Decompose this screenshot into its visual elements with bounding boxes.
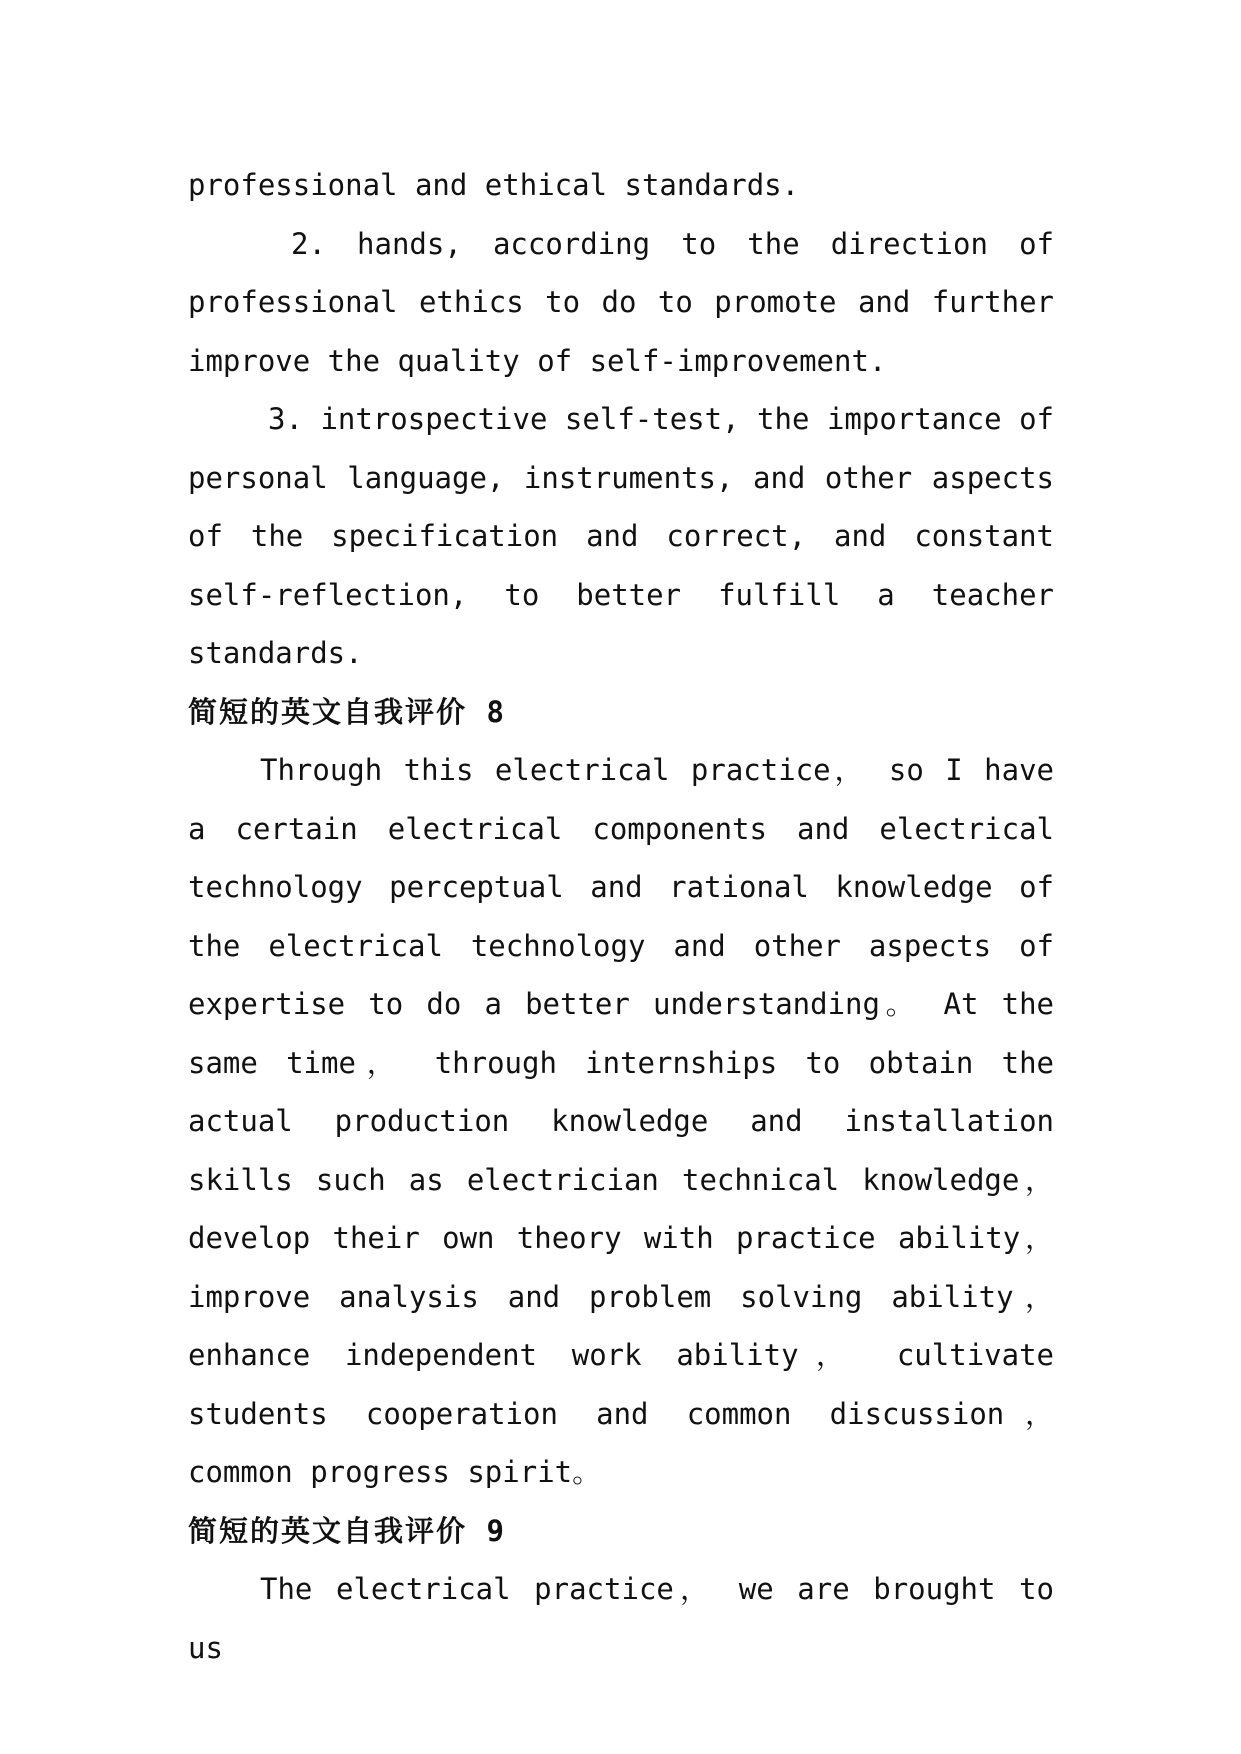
- paragraph-standards-ending: professional and ethical standards.: [188, 168, 800, 202]
- paragraph-electrical-practice: Through this electrical practice， so I have a certain electrical components and electrical technology perceptual and rational knowledge of the electrical technology and other aspects of expertise to do a better understanding。 At the same time， through internships to obtain the actual production knowledge and installation skills such as electrician technical knowledge， develop their own theory with practice ability， improve analysis and problem solving ability， enhance independent work ability， cultivate students cooperation and common discussion， common progress spirit。: [188, 753, 1054, 1489]
- paragraph-item-2: 2. hands, according to the direction of professional ethics to do to promote and further improve the quality of self-improvement.: [188, 226, 1054, 378]
- section-heading-9: 简短的英文自我评价 9: [188, 1513, 506, 1548]
- paragraph-electrical-practice-2: The electrical practice， we are brought to us: [188, 1572, 1054, 1665]
- paragraph-item-3: 3. introspective self-test, the importance of personal language, instruments, and other aspects of the specification and correct, and constant self-reflection, to better fulfill a teacher standards.: [188, 402, 1054, 670]
- document-page: [188, 156, 1054, 1677]
- section-heading-8: 简短的英文自我评价 8: [188, 694, 506, 729]
